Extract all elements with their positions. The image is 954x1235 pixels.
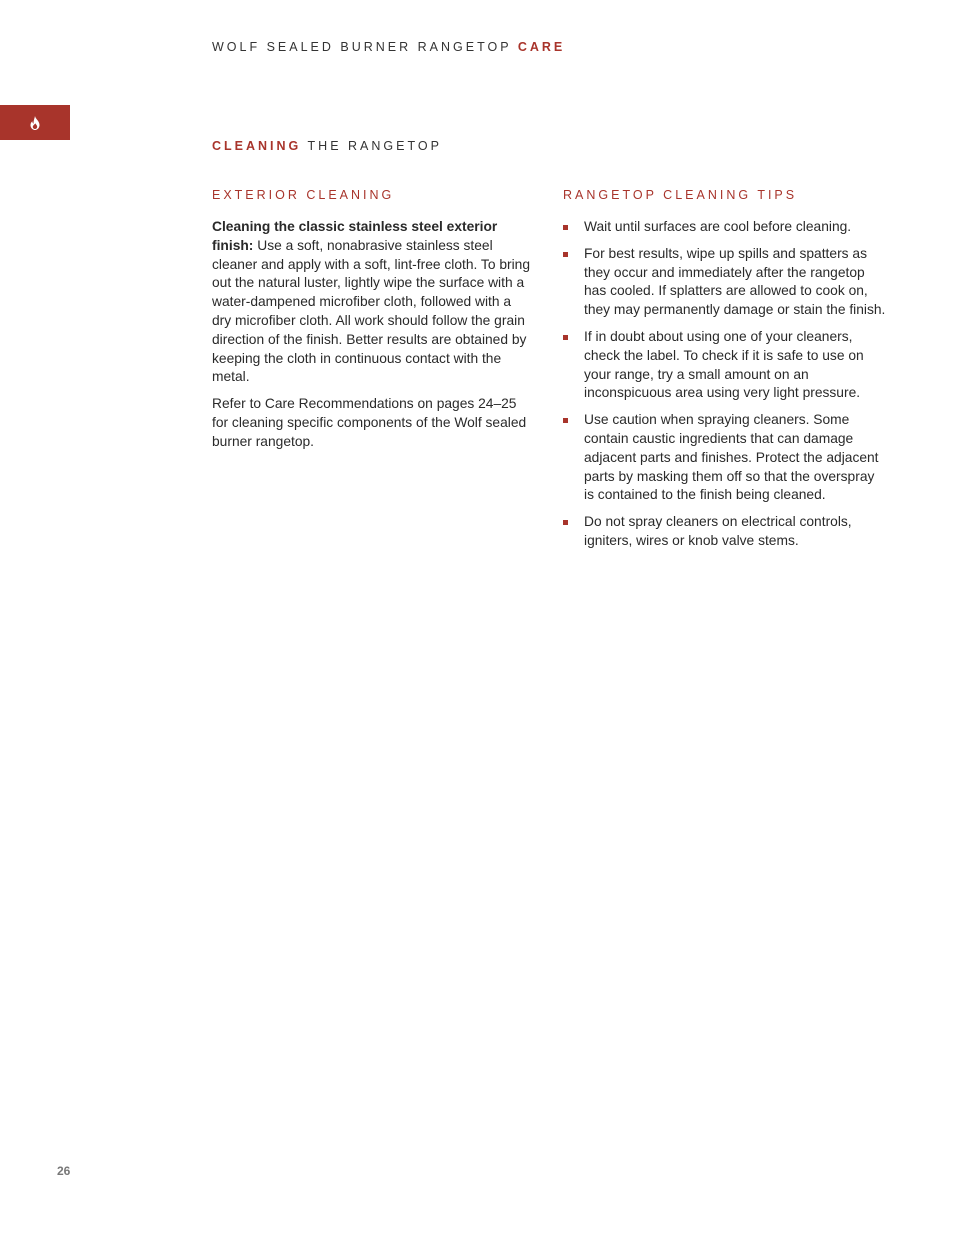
section-tab [0, 105, 70, 140]
list-item [563, 411, 888, 505]
bullet-icon [563, 335, 568, 340]
cleaning-tips-list [563, 218, 888, 551]
running-header [212, 40, 565, 54]
bullet-icon [563, 418, 568, 423]
tip-text: If in doubt about using one of your cleaners, check the label. To check if it is safe to use on your range, try a small amount on an inconspicuous area using very light pressure. [584, 328, 864, 401]
running-header-title: WOLF SEALED BURNER RANGETOP [212, 40, 512, 54]
list-item [563, 245, 888, 320]
cleaning-tips-column [563, 188, 888, 559]
exterior-cleaning-column [212, 188, 532, 460]
tip-text: Use caution when spraying cleaners. Some contain caustic ingredients that can damage adjacent parts and finishes. Protect the adjacent parts by masking them off so that the overspray is contained to the finish being cleaned. [584, 412, 879, 503]
bullet-icon [563, 225, 568, 230]
bullet-icon [563, 520, 568, 525]
section-title-rest: THE RANGETOP [307, 139, 442, 153]
bullet-icon [563, 252, 568, 257]
care-recommendations-reference: Refer to Care Recommendations on pages 24–25 for cleaning specific components of the Wolf sealed burner rangetop. [212, 396, 527, 449]
section-title-accent: CLEANING [212, 139, 302, 153]
tip-text: Wait until surfaces are cool before cleaning. [584, 219, 852, 234]
tip-text: For best results, wipe up spills and spatters as they occur and immediately after the rangetop has cooled. If splatters are allowed to cook on, they may permanently damage or stain the finish. [584, 245, 886, 318]
list-item [563, 218, 888, 237]
exterior-cleaning-lead: Cleaning the classic stainless steel exterior finish: [212, 219, 498, 253]
cleaning-tips-heading: RANGETOP CLEANING TIPS [563, 188, 798, 202]
running-header-accent: CARE [517, 40, 566, 54]
section-title [212, 139, 442, 153]
exterior-cleaning-body: Use a soft, nonabrasive stainless steel cleaner and apply with a soft, lint-free cloth. To bring out the natural luster, lightly wipe the surface with a water-dampened microfiber cloth, followed with a dry microfiber cloth. All work should follow the grain direction of the finish. Better results are obtained by keeping the cloth in continuous contact with the metal. [212, 237, 531, 385]
exterior-cleaning-heading: EXTERIOR CLEANING [212, 188, 395, 202]
exterior-cleaning-paragraph [212, 218, 532, 387]
list-item [563, 513, 888, 551]
tip-text: Do not spray cleaners on electrical controls, igniters, wires or knob valve stems. [584, 514, 852, 548]
flame-icon [29, 116, 41, 130]
page-number: 26 [57, 1164, 71, 1178]
list-item [563, 328, 888, 403]
